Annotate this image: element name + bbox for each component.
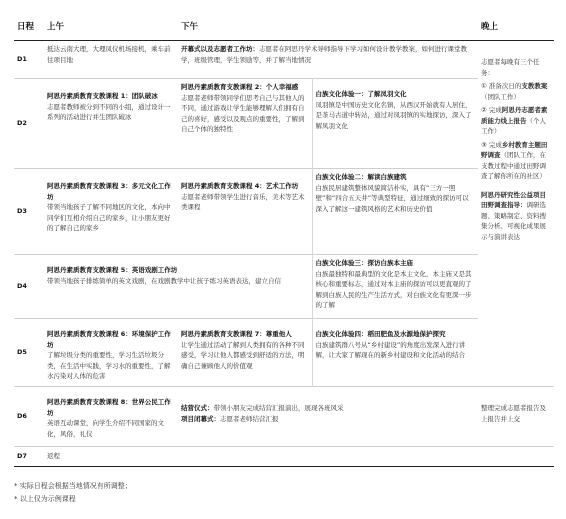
d1-afternoon-title: 开幕式以及志愿者工作坊： [181,45,259,53]
day-label: D7 [17,452,27,461]
table-row [14,255,554,319]
evening-task-3: ③ 完成乡村教育主题田野调查（团队工作，在支教过程中通过田野调查了解你所在的社区） [481,140,548,180]
d2-morning-body: 志愿者教师被分到不同的小组，通过设计一系列的活动进行并生团队破冰 [47,102,171,121]
d5-culture [312,319,478,387]
footnote-1: * 实际日程会根据当地情况有所调整； [14,482,132,490]
d2-culture-title: 白族文化体验一：了解凤羽文化 [315,90,407,98]
d3-afternoon [178,169,312,255]
table-row [14,387,554,447]
evening-task-2: ② 完成阿思丹志愿者素质能力线上报告（个人工作） [481,106,548,135]
d3-afternoon-title: 阿思丹素质教育支教课程 4：艺术工作坊 [181,182,299,190]
header-morning: 上午 [44,14,178,41]
d2-morning [44,79,178,169]
d3-morning [44,169,178,255]
d6-morning-title: 阿思丹素质教育支教课程 8：世界公民工作坊 [47,398,171,417]
table-row [14,169,554,255]
day-label: D4 [17,282,27,291]
d6-evening: 整理完成志愿者报告及上报告并上交 [481,404,547,423]
d5-culture-title: 白族文化体验四：稻田肥鱼及水源地保护探究 [315,330,446,338]
d6-morning-body: 英语互动课堂，向学生介绍不同国家的文化，风俗，礼仪 [47,419,164,438]
d2-morning-title: 阿思丹素质教育支教课程 1：团队破冰 [47,92,158,100]
evening-tasks [478,41,554,387]
d6-closing-ceremony: 结营仪式：带领小朋友完成结营汇报演出，展现各班风采 [181,404,344,412]
d3-morning-title: 阿思丹素质教育支教课程 3：多元文化工作坊 [47,182,171,201]
d6-project-closing: 项目闭幕式：志愿者老师结营汇报 [181,414,279,423]
table-row [14,79,554,169]
schedule-table [14,14,554,467]
d6-afternoon [178,387,478,447]
day-label: D1 [17,55,27,64]
header-afternoon: 下午 [178,14,478,41]
d5-morning-title: 阿思丹素质教育支教课程 6：环境保护工作坊 [47,330,171,349]
d4-morning-body: 带领当地孩子排练简单的英文戏剧，在戏剧教学中让孩子练习英语表达，建立自信 [47,276,281,285]
table-row [14,41,554,79]
schedule-container [14,14,554,467]
d3-afternoon-body: 志愿者老师带领学生进行音乐，美术等艺术类课程 [181,192,305,211]
d5-afternoon [178,319,312,387]
d1-morning: 抵达云南大理，大理凤仪机场接机，乘车前往项目地 [47,45,171,64]
day-label: D2 [17,119,27,128]
d3-morning-body: 带领当地孩子了解不同地区的文化，本向中同学们互相介绍自己的家乡，让小朋友更好的了解自己的家乡 [47,203,171,232]
d5-afternoon-body: 让学生通过活动了解到人类拥有的各种不同感受，学习让他人都感受到舒适的方法，明确自己兼顾他人的价值观 [181,340,305,370]
d2-culture [312,79,478,169]
evening-task-1: ① 准备次日的支教教案（团队工作） [481,82,548,101]
d2-afternoon [178,79,312,169]
d2-afternoon-body: 志愿者老师带领同学们思考自己与其他人的不同，通过游戏让学生能够理解人们拥有自己的喜好，感受以及观点的重要性，了解到自己个体的独特性 [181,93,305,133]
d1-afternoon [178,41,478,79]
d3-culture-title: 白族文化体验二：解读白族建筑 [315,173,407,181]
d2-culture-body: 凤羽镇是中国历史文化名镇，从西汉开始就有人居住，是茶马古道中转站，通过对凤羽镇的实地探访，深入了解凤羽文化 [315,100,472,130]
header-day: 日程 [14,14,44,41]
table-row [14,447,554,467]
d7-morning: 返程 [47,452,60,461]
table-row [14,319,554,387]
day-label: D6 [17,412,27,421]
header-evening: 晚上 [478,14,554,41]
d4-culture-title: 白族文化体验三：探访白族本主庙 [315,259,413,267]
d4-culture-body: 白族最独特和最典型的文化是本主文化，本主庙又是其核心和重要标志，通过对本主庙的探访可以更直观的了解到白族人民的生产生活方式，对白族文化有更深一步的了解 [315,269,472,309]
day-label: D5 [17,348,27,357]
d1-afternoon-body: 志愿者在阿思丹学术导师指导下学习如何设计教学教案，如何进行课堂教学，班级管理，学生领励等，并了解当地情况 [181,45,467,64]
footnotes [14,480,132,506]
day-label: D3 [17,207,27,216]
d5-morning-body: 了解垃圾分类的重要性，学习生活垃圾分类，在生活中实践，学习水的重要性，了解水污染对人体的危害 [47,351,171,380]
d5-culture-body: 白族建筑群八号从“乡村建设”的角度出发深入进行讲解，让大家了解现在的新乡村建设和文化活动的结合 [315,340,466,359]
d5-morning [44,319,178,387]
evening-intro: 志愿者每晚有三个任务： [481,58,540,77]
footnote-2: * 以上仅为示例课程 [14,495,76,503]
d4-morning-title: 阿思丹素质教育支教课程 5：英语戏剧工作坊 [47,266,178,274]
d4-morning [44,255,312,319]
d6-morning [44,387,178,447]
d3-culture-body: 白族民居建筑整体风貌简洁朴实，具有“三方一照壁”和“四合五天井”等典型特征，通过细致的探访可以深入了解这一建筑风格的艺术和历史价值 [315,183,469,213]
d3-culture [312,169,478,255]
research-guide: 阿思丹研究性公益项目田野调查指导：调研选题、策略制定、资料搜集分析、可视化成果展示与演讲表达 [481,190,547,241]
d5-afternoon-title: 阿思丹素质教育支教课程 7：尊重他人 [181,330,292,338]
header-row [14,14,554,41]
d2-afternoon-title: 阿思丹素质教育支教课程 2：个人幸福感 [181,83,299,91]
d4-culture [312,255,478,319]
